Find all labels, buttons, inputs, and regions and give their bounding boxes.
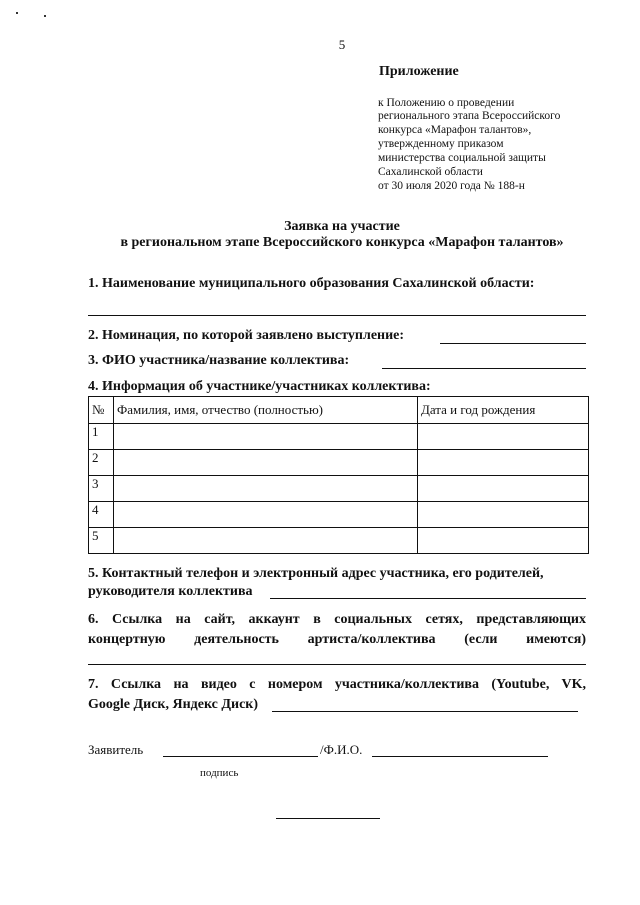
item-5-label-line2: руководителя коллектива <box>88 584 253 599</box>
row-number: 1 <box>89 424 114 450</box>
row-number: 3 <box>89 476 114 502</box>
fullname-cell[interactable] <box>114 502 418 528</box>
table-row <box>89 450 589 476</box>
applicant-label: Заявитель <box>88 742 144 757</box>
appendix-line: конкурса «Марафон талантов», <box>378 124 532 136</box>
item-2-field[interactable] <box>440 343 586 344</box>
item-1-field[interactable] <box>88 315 586 316</box>
table-row <box>89 502 589 528</box>
fullname-cell[interactable] <box>114 476 418 502</box>
appendix-line: регионального этапа Всероссийского <box>378 110 561 122</box>
col-birthdate-header: Дата и год рождения <box>418 397 589 424</box>
item-4-label: 4. Информация об участнике/участниках коллектива: <box>88 379 431 394</box>
row-number: 2 <box>89 450 114 476</box>
appendix-line: Сахалинской области <box>378 166 483 178</box>
fullname-cell[interactable] <box>114 450 418 476</box>
appendix-line: к Положению о проведении <box>378 97 515 109</box>
table-row <box>89 476 589 502</box>
signature-caption: подпись <box>200 767 239 779</box>
appendix-line: от 30 июля 2020 года № 188-н <box>378 180 525 192</box>
row-number: 5 <box>89 528 114 554</box>
col-fullname-header: Фамилия, имя, отчество (полностью) <box>114 397 418 424</box>
table-row <box>89 528 589 554</box>
item-5-field[interactable] <box>270 598 586 599</box>
scan-mark <box>44 15 46 17</box>
table-header-row <box>89 397 589 424</box>
scan-mark <box>16 12 18 14</box>
item-7-label-line2: Google Диск, Яндекс Диск) <box>88 697 259 712</box>
table-row <box>89 424 589 450</box>
item-3-label: 3. ФИО участника/название коллектива: <box>88 353 350 368</box>
form-subtitle: в региональном этапе Всероссийского конкурса «Марафон талантов» <box>120 235 564 250</box>
item-3-field[interactable] <box>382 368 586 369</box>
fio-label: /Ф.И.О. <box>320 742 363 757</box>
item-7-label-line1: 7. Ссылка на видео с номером участника/коллектива (Youtube, VK, <box>88 677 586 692</box>
birthdate-cell[interactable] <box>418 450 589 476</box>
item-6-label-line1: 6. Ссылка на сайт, аккаунт в социальных сетях, представляющих <box>88 612 586 627</box>
form-title: Заявка на участие <box>284 219 400 234</box>
fio-field[interactable] <box>372 756 548 757</box>
birthdate-cell[interactable] <box>418 502 589 528</box>
item-5-label-line1: 5. Контактный телефон и электронный адрес участника, его родителей, <box>88 566 544 581</box>
item-7-field[interactable] <box>272 711 578 712</box>
item-1-label: 1. Наименование муниципального образования Сахалинской области: <box>88 276 535 291</box>
item-2-label: 2. Номинация, по которой заявлено выступление: <box>88 328 405 343</box>
fullname-cell[interactable] <box>114 424 418 450</box>
signature-field[interactable] <box>163 756 318 757</box>
birthdate-cell[interactable] <box>418 476 589 502</box>
end-divider <box>276 818 380 819</box>
birthdate-cell[interactable] <box>418 424 589 450</box>
participants-table <box>88 396 589 554</box>
fullname-cell[interactable] <box>114 528 418 554</box>
appendix-title: Приложение <box>379 64 459 79</box>
page-number: 5 <box>338 37 346 52</box>
appendix-line: утвержденному приказом <box>378 138 504 150</box>
appendix-line: министерства социальной защиты <box>378 152 546 164</box>
item-6-field[interactable] <box>88 664 586 665</box>
birthdate-cell[interactable] <box>418 528 589 554</box>
item-6-label-line2: концертную деятельность артиста/коллектива (если имеются) <box>88 632 586 647</box>
row-number: 4 <box>89 502 114 528</box>
col-number-header: № <box>89 397 114 424</box>
